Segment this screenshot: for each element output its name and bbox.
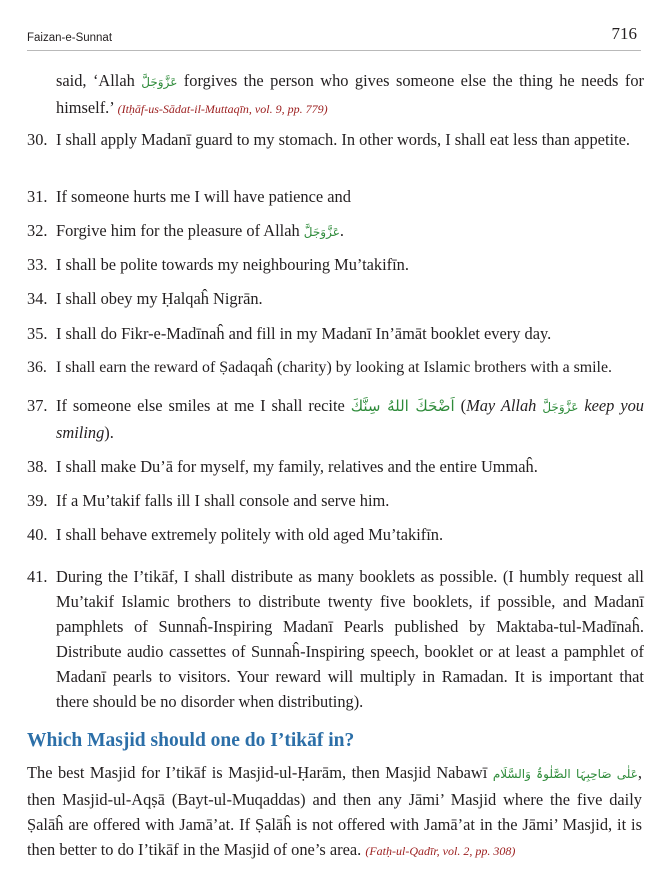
list-item xyxy=(27,218,644,245)
item-text: I shall obey my Ḥalqaĥ Nigrān. xyxy=(56,289,263,308)
item-number: 39. xyxy=(27,491,48,510)
item-number: 37. xyxy=(27,396,48,415)
list-item xyxy=(27,184,644,209)
book-title: Faizan-e-Sunnat xyxy=(27,32,113,44)
page-header xyxy=(27,22,641,51)
item-text: I shall behave extremely politely with old aged Mu’takifīn. xyxy=(56,525,444,544)
item-text: I shall apply Madanī guard to my stomach. In other words, I shall eat less than appetite. xyxy=(56,130,630,149)
list-item xyxy=(27,393,644,445)
item-number: 35. xyxy=(27,324,48,343)
item-text: Forgive him for the pleasure of Allah xyxy=(56,221,304,240)
list-item xyxy=(27,564,644,714)
list-item xyxy=(27,252,644,277)
dua-arabic: اَضْحَكَ اللهُ سِنَّكَ xyxy=(350,397,455,415)
item-text-after: ). xyxy=(104,423,114,442)
honorific-arabic: عَزَّوَجَلَّ xyxy=(141,75,178,89)
list-item xyxy=(27,488,644,513)
list-item xyxy=(27,286,644,311)
item-text: If a Mu’takif falls ill I shall console and serve him. xyxy=(56,491,390,510)
item-number: 33. xyxy=(27,255,48,274)
section-heading: Which Masjid should one do I’tikāf in? xyxy=(27,730,355,751)
item-number: 34. xyxy=(27,289,48,308)
list-item xyxy=(27,355,644,380)
page-number: 716 xyxy=(611,24,637,43)
item-text: I shall do Fikr-e-Madīnaĥ and fill in my Madanī In’āmāt booklet every day. xyxy=(56,324,552,343)
item-text-wrap xyxy=(56,393,644,445)
list-item xyxy=(27,127,644,152)
item-text-mid: ( xyxy=(454,396,467,415)
honorific-arabic: عَزَّوَجَلَّ xyxy=(542,400,579,414)
section-paragraph xyxy=(27,760,642,864)
section-text: The best Masjid for I’tikāf is Masjid-ul-Ḥarām, then Masjid Nabawī xyxy=(27,763,493,782)
item-number: 40. xyxy=(27,525,48,544)
item-text: I shall earn the reward of Ṣadaqaĥ (charity) by looking at Islamic brothers with a smile. xyxy=(56,359,612,376)
continuation-text: said, ‘Allah xyxy=(56,71,142,90)
section-text-after: , then Masjid-ul-Aqṣā (Bayt-ul-Muqaddas) and then any Jāmi’ Masjid where the five daily Ṣalāĥ are offered with Jamā’at. If Ṣalāĥ is not offered with Jamā’at in the Jāmi’ Masjid, it is then better to do I’tikāf in the Masjid of one’s area. xyxy=(27,763,643,859)
reference-citation: (Fatḥ-ul-Qadīr, vol. 2, pp. 308) xyxy=(365,844,516,858)
item-number: 36. xyxy=(27,359,47,376)
item-text: If someone else smiles at me I shall recite xyxy=(56,396,351,415)
continuation-paragraph xyxy=(56,68,644,122)
list-item xyxy=(27,522,644,547)
reference-citation: (Itḥāf-us-Sādat-il-Muttaqīn, vol. 9, pp. 779) xyxy=(117,102,328,116)
item-text: If someone hurts me I will have patience and xyxy=(56,187,351,206)
item-text: During the I’tikāf, I shall distribute as many booklets as possible. (I humbly request all Mu’takif Islamic brothers to distribute twenty five booklets, if possible, and Madanī pamphlets of Sunnaĥ-Inspiring Madanī Pearls published by Maktaba-tul-Madīnaĥ. Distribute audio cassettes of Sunnaĥ-Inspiring speech, booklet or at least a pamphlet of Madanī pearls to visitors. Your reward will multiply in Ramadan. It is important that there should be no disorder when distributing). xyxy=(56,567,644,711)
item-number: 32. xyxy=(27,221,48,240)
item-text: I shall be polite towards my neighbouring Mu’takifīn. xyxy=(56,255,409,274)
item-number: 38. xyxy=(27,457,48,476)
honorific-arabic: عَلٰی صَاحِبِہَا الصَّلٰوۃُ وَالسَّلَام xyxy=(492,767,638,781)
item-number: 41. xyxy=(27,567,48,586)
continuation-text-after: forgives the person who gives someone else the thing he needs for himself.’ xyxy=(56,71,644,117)
list-item xyxy=(27,321,644,346)
item-text: I shall make Du’ā for myself, my family, relatives and the entire Ummaĥ. xyxy=(56,457,538,476)
list-item xyxy=(27,454,644,479)
item-text-after: . xyxy=(339,221,344,240)
item-number: 30. xyxy=(27,130,48,149)
item-number: 31. xyxy=(27,187,48,206)
item-italic-b: keep you smiling xyxy=(56,396,644,442)
honorific-arabic: عَزَّوَجَلَّ xyxy=(303,225,340,239)
item-italic-a: May Allah xyxy=(466,396,543,415)
item-text-wrap xyxy=(56,218,644,245)
